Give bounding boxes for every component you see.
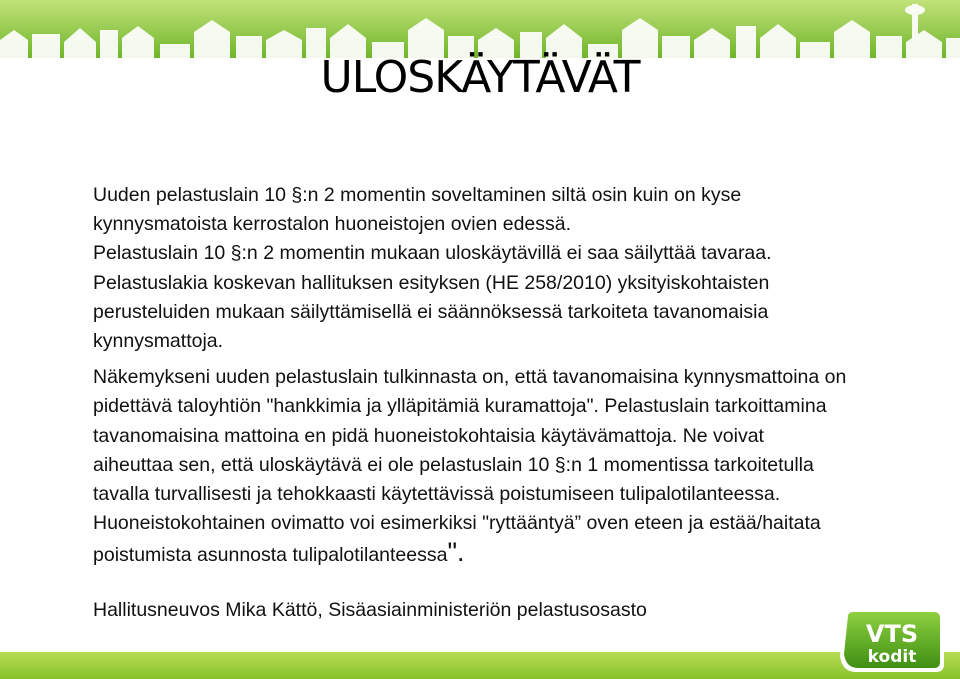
bottom-green-bar: [0, 652, 960, 679]
body-line: pidettävä taloyhtiön "hankkimia ja ylläpitämiä kuramattoja". Pelastuslain tarkoittamina: [93, 395, 827, 418]
body-line: Pelastuslain 10 §:n 2 momentin mukaan uloskäytävillä ei saa säilyttää tavaraa.: [93, 242, 772, 265]
body-line: Huoneistokohtainen ovimatto voi esimerkiksi "ryttääntyä” oven eteen ja estää/haitata: [93, 512, 821, 535]
vts-kodit-logo: [834, 606, 946, 676]
author-credit: Hallitusneuvos Mika Kättö, Sisäasiainministeriön pelastusosasto: [93, 599, 647, 621]
body-line: perusteluiden mukaan säilyttämisellä ei säännöksessä tarkoiteta tavanomaisia: [93, 300, 769, 323]
body-line-last: [93, 538, 923, 572]
slide-body: [93, 181, 923, 572]
body-line: Uuden pelastuslain 10 §:n 2 momentin soveltaminen siltä osin kuin on kyse: [93, 184, 742, 206]
logo-text-vts: VTS: [865, 620, 919, 648]
body-line: kynnysmatoista kerrostalon huoneistojen ovien edessä.: [93, 213, 572, 236]
closing-quote: ".: [447, 537, 465, 568]
body-line: aiheuttaa sen, että uloskäytävä ei ole pelastuslain 10 §:n 1 momentissa tarkoitetulla: [93, 453, 814, 476]
body-line: tavalla turvallisesti ja tehokkaasti käytettävissä poistumiseen tulipalotilanteessa.: [93, 483, 781, 506]
body-line: Näkemykseni uuden pelastuslain tulkinnasta on, että tavanomaisina kynnysmattoina on: [93, 366, 847, 389]
body-line: Pelastuslakia koskevan hallituksen esityksen (HE 258/2010) yksityiskohtaisten: [93, 271, 770, 294]
slide-title: ULOSKÄYTÄVÄT: [320, 52, 640, 103]
body-line: tavanomaisina mattoina en pidä huoneistokohtaisia käytävämattoja. Ne voivat: [93, 424, 764, 447]
body-line-text: poistumista asunnosta tulipalotilanteessa: [93, 544, 448, 567]
body-line: kynnysmattoja.: [93, 330, 224, 353]
skyline-banner: [0, 0, 960, 58]
logo-text-kodit: kodit: [867, 647, 917, 667]
